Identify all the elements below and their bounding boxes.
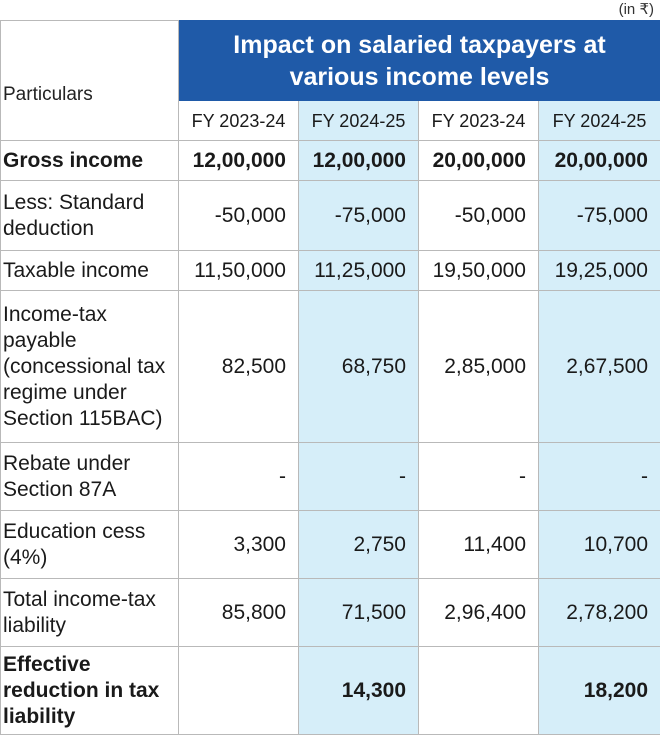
row-label: Income-tax payable (concessional tax regime under Section 115BAC) bbox=[1, 291, 179, 443]
cell-value: 11,400 bbox=[419, 511, 539, 579]
cell-value: 2,78,200 bbox=[539, 579, 660, 647]
table-row bbox=[1, 443, 660, 511]
tax-impact-table bbox=[0, 20, 660, 735]
cell-value: 2,85,000 bbox=[419, 291, 539, 443]
cell-value: 19,50,000 bbox=[419, 251, 539, 291]
cell-value: 14,300 bbox=[299, 647, 419, 735]
row-label: Gross income bbox=[1, 141, 179, 181]
table-row bbox=[1, 141, 660, 181]
table-row bbox=[1, 511, 660, 579]
cell-value: 19,25,000 bbox=[539, 251, 660, 291]
column-header: FY 2023-24 bbox=[179, 101, 299, 141]
cell-value: 10,700 bbox=[539, 511, 660, 579]
column-header: FY 2023-24 bbox=[419, 101, 539, 141]
cell-value: 82,500 bbox=[179, 291, 299, 443]
row-label: Less: Standard deduction bbox=[1, 181, 179, 251]
table-title: Impact on salaried taxpayers at various income levels bbox=[179, 21, 660, 101]
cell-value: - bbox=[179, 443, 299, 511]
column-header: FY 2024-25 bbox=[299, 101, 419, 141]
cell-value: -50,000 bbox=[419, 181, 539, 251]
row-label: Education cess (4%) bbox=[1, 511, 179, 579]
cell-value bbox=[419, 647, 539, 735]
cell-value: 12,00,000 bbox=[179, 141, 299, 181]
column-header: FY 2024-25 bbox=[539, 101, 660, 141]
table-row bbox=[1, 251, 660, 291]
table-row bbox=[1, 579, 660, 647]
cell-value: 2,67,500 bbox=[539, 291, 660, 443]
unit-note: (in ₹) bbox=[618, 1, 654, 18]
particulars-header: Particulars bbox=[1, 21, 179, 141]
cell-value: 20,00,000 bbox=[419, 141, 539, 181]
cell-value: -50,000 bbox=[179, 181, 299, 251]
table-row bbox=[1, 181, 660, 251]
cell-value: 2,750 bbox=[299, 511, 419, 579]
row-label: Taxable income bbox=[1, 251, 179, 291]
cell-value: 3,300 bbox=[179, 511, 299, 579]
cell-value: 20,00,000 bbox=[539, 141, 660, 181]
cell-value: 18,200 bbox=[539, 647, 660, 735]
cell-value: - bbox=[539, 443, 660, 511]
cell-value: -75,000 bbox=[539, 181, 660, 251]
cell-value bbox=[179, 647, 299, 735]
cell-value: 11,50,000 bbox=[179, 251, 299, 291]
cell-value: 71,500 bbox=[299, 579, 419, 647]
cell-value: 68,750 bbox=[299, 291, 419, 443]
cell-value: 12,00,000 bbox=[299, 141, 419, 181]
table-row bbox=[1, 291, 660, 443]
row-label: Rebate under Section 87A bbox=[1, 443, 179, 511]
cell-value: 2,96,400 bbox=[419, 579, 539, 647]
cell-value: 11,25,000 bbox=[299, 251, 419, 291]
row-label: Total income-tax liability bbox=[1, 579, 179, 647]
cell-value: - bbox=[419, 443, 539, 511]
cell-value: -75,000 bbox=[299, 181, 419, 251]
table-row bbox=[1, 647, 660, 735]
cell-value: 85,800 bbox=[179, 579, 299, 647]
row-label: Effective reduction in tax liability bbox=[1, 647, 179, 735]
cell-value: - bbox=[299, 443, 419, 511]
